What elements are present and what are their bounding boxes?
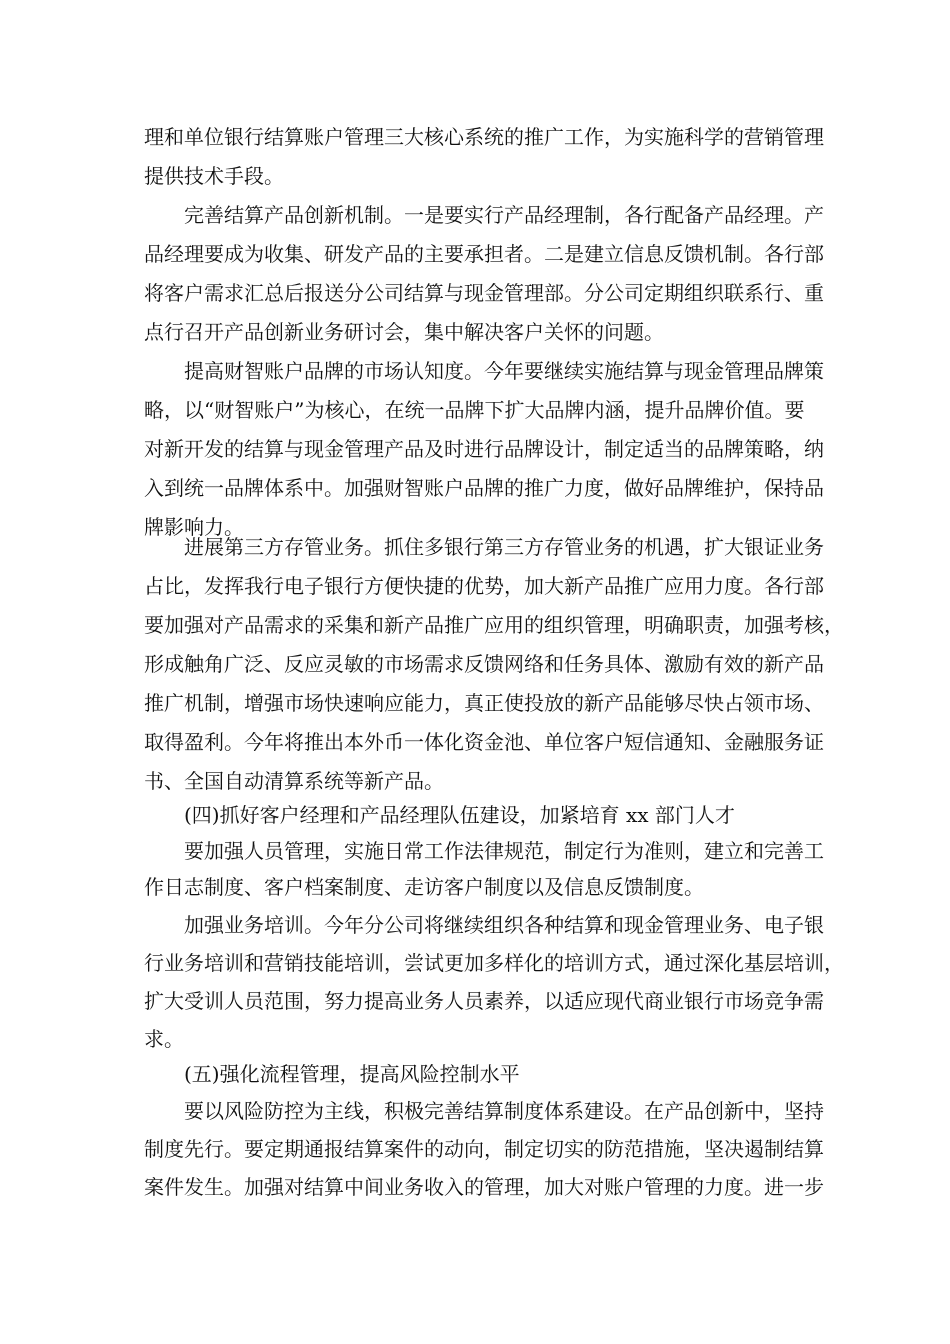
text-line: 理和单位银行结算账户管理三大核心系统的推广工作，为实施科学的营销管理 xyxy=(144,125,824,149)
section-heading: (五)强化流程管理，提高风险控制水平 xyxy=(184,1062,520,1086)
text-line: 要加强人员管理，实施日常工作法律规范，制定行为准则，建立和完善工 xyxy=(184,839,824,863)
text-line: 求。 xyxy=(144,1027,184,1051)
text-line: 将客户需求汇总后报送分公司结算与现金管理部。分公司定期组织联系行、重 xyxy=(144,281,824,305)
text-line: 入到统一品牌体系中。加强财智账户品牌的推广力度，做好品牌维护，保持品 xyxy=(144,476,824,500)
text-line: 案件发生。加强对结算中间业务收入的管理，加大对账户管理的力度。进一步 xyxy=(144,1175,824,1199)
text-line: 扩大受训人员范围，努力提高业务人员素养，以适应现代商业银行市场竞争需 xyxy=(144,989,824,1013)
text-line: 取得盈利。今年将推出本外币一体化资金池、单位客户短信通知、金融服务证 xyxy=(144,730,824,754)
text-line: 对新开发的结算与现金管理产品及时进行品牌设计，制定适当的品牌策略，纳 xyxy=(144,437,824,461)
text-line: 提高财智账户品牌的市场认知度。今年要继续实施结算与现金管理品牌策 xyxy=(184,359,824,383)
text-line: 加强业务培训。今年分公司将继续组织各种结算和现金管理业务、电子银 xyxy=(184,913,824,937)
text-line: 点行召开产品创新业务研讨会，集中解决客户关怀的问题。 xyxy=(144,320,664,344)
text-line: 要加强对产品需求的采集和新产品推广应用的组织管理，明确职责，加强考核， xyxy=(144,613,844,637)
text-line: 书、全国自动清算系统等新产品。 xyxy=(144,769,444,793)
text-line: 提供技术手段。 xyxy=(144,164,284,188)
text-line: 占比，发挥我行电子银行方便快捷的优势，加大新产品推广应用力度。各行部 xyxy=(144,574,824,598)
text-line: 制度先行。要定期通报结算案件的动向，制定切实的防范措施，坚决遏制结算 xyxy=(144,1137,824,1161)
text-line: 进展第三方存管业务。抓住多银行第三方存管业务的机遇，扩大银证业务 xyxy=(184,535,824,559)
text-line: 形成触角广泛、反应灵敏的市场需求反馈网络和任务具体、激励有效的新产品 xyxy=(144,652,824,676)
section-heading: (四)抓好客户经理和产品经理队伍建设，加紧培育 xx 部门人才 xyxy=(184,803,735,827)
text-line: 要以风险防控为主线，积极完善结算制度体系建设。在产品创新中，坚持 xyxy=(184,1099,824,1123)
text-line: 完善结算产品创新机制。一是要实行产品经理制，各行配备产品经理。产 xyxy=(184,203,824,227)
text-line: 略，以“财智账户”为核心，在统一品牌下扩大品牌内涵，提升品牌价值。要 xyxy=(144,398,805,422)
text-line: 行业务培训和营销技能培训，尝试更加多样化的培训方式，通过深化基层培训， xyxy=(144,951,844,975)
text-line: 牌影响力。 xyxy=(144,515,244,539)
text-line: 作日志制度、客户档案制度、走访客户制度以及信息反馈制度。 xyxy=(144,875,704,899)
text-line: 品经理要成为收集、研发产品的主要承担者。二是建立信息反馈机制。各行部 xyxy=(144,242,824,266)
text-line: 推广机制，增强市场快速响应能力，真正使投放的新产品能够尽快占领市场、 xyxy=(144,691,824,715)
